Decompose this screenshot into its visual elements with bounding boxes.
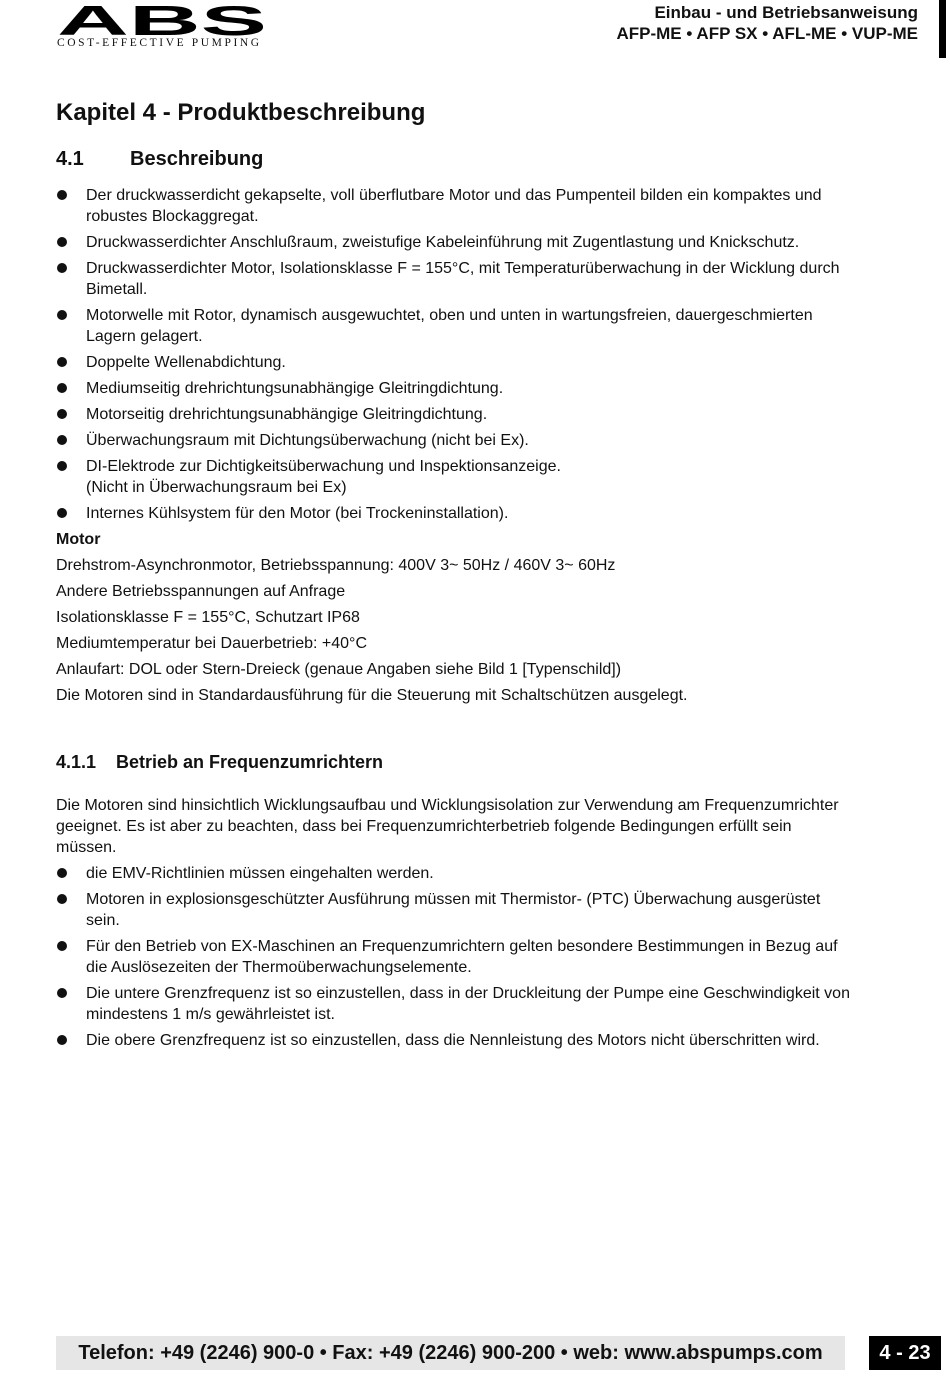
logo-tagline: COST-EFFECTIVE PUMPING <box>57 37 262 49</box>
footer-contact-bar <box>56 1336 845 1370</box>
description-content <box>56 185 856 711</box>
list-item: Die untere Grenzfrequenz ist so einzustellen, dass in der Druckleitung der Pumpe eine Geschwindigkeit von mindestens 1 m/s gewährleistet ist. <box>56 983 856 1025</box>
section-title: Beschreibung <box>130 148 264 170</box>
model-list: AFP-ME • AFP SX • AFL-ME • VUP-ME <box>616 24 918 43</box>
list-item: Der druckwasserdicht gekapselte, voll überflutbare Motor und das Pumpenteil bilden ein kompaktes und robustes Blockaggregat. <box>56 185 856 227</box>
list-item: Überwachungsraum mit Dichtungsüberwachung (nicht bei Ex). <box>56 430 856 451</box>
list-item: Für den Betrieb von EX-Maschinen an Frequenzumrichtern gelten besondere Bestimmungen in Bezug auf die Auslösezeiten der Thermoüberwachungselemente. <box>56 936 856 978</box>
list-item: Doppelte Wellenabdichtung. <box>56 352 856 373</box>
list-item: Mediumseitig drehrichtungsunabhängige Gleitringdichtung. <box>56 378 856 399</box>
motor-spec-line: Mediumtemperatur bei Dauerbetrieb: +40°C <box>56 635 367 652</box>
chapter-title: Kapitel 4 - Produktbeschreibung <box>56 99 426 126</box>
subsection-heading <box>56 750 383 774</box>
list-item: Druckwasserdichter Anschlußraum, zweistufige Kabeleinführung mit Zugentlastung und Knickschutz. <box>56 232 856 253</box>
motor-spec-line: Drehstrom-Asynchronmotor, Betriebsspannung: 400V 3~ 50Hz / 460V 3~ 60Hz <box>56 557 616 574</box>
header-side-bar <box>939 0 946 58</box>
subsection-intro: Die Motoren sind hinsichtlich Wicklungsaufbau und Wicklungsisolation zur Verwendung am Frequenzumrichter geeignet. Es ist aber zu beachten, dass bei Frequenzumrichterbetrieb folgende Bedingungen erfüllt sein müssen. <box>56 797 839 856</box>
page-number: 4 - 23 <box>869 1336 941 1370</box>
description-list <box>56 185 856 524</box>
motor-spec-line: Andere Betriebsspannungen auf Anfrage <box>56 583 346 600</box>
list-item: Die obere Grenzfrequenz ist so einzustellen, dass die Nennleistung des Motors nicht überschritten wird. <box>56 1030 856 1051</box>
list-item: Motorwelle mit Rotor, dynamisch ausgewuchtet, oben und unten in wartungsfreien, dauergeschmierten Lagern gelagert. <box>56 305 856 347</box>
footer-contact: Telefon: +49 (2246) 900-0 • Fax: +49 (2246) 900-200 • web: www.abspumps.com <box>78 1342 823 1364</box>
list-item: Internes Kühlsystem für den Motor (bei Trockeninstallation). <box>56 503 856 524</box>
motor-spec-line: Isolationsklasse F = 155°C, Schutzart IP68 <box>56 609 360 626</box>
svg-text:ABS: ABS <box>57 2 267 44</box>
motor-spec-line: Die Motoren sind in Standardausführung für die Steuerung mit Schaltschützen ausgelegt. <box>56 687 688 704</box>
motor-heading: Motor <box>56 531 101 548</box>
condition-list <box>56 863 856 1051</box>
list-item: Motorseitig drehrichtungsunabhängige Gleitringdichtung. <box>56 404 856 425</box>
subsection-title: Betrieb an Frequenzumrichtern <box>116 752 384 772</box>
section-number: 4.1 <box>56 148 84 170</box>
document-header <box>616 3 918 44</box>
frequency-converter-content <box>56 795 856 1056</box>
list-item: die EMV-Richtlinien müssen eingehalten werden. <box>56 863 856 884</box>
list-item: Druckwasserdichter Motor, Isolationsklasse F = 155°C, mit Temperaturüberwachung in der Wicklung durch Bimetall. <box>56 258 856 300</box>
document-title: Einbau - und Betriebsanweisung <box>654 3 918 22</box>
subsection-number: 4.1.1 <box>56 752 97 772</box>
list-item: DI-Elektrode zur Dichtigkeitsüberwachung und Inspektionsanzeige. (Nicht in Überwachungsraum bei Ex) <box>56 456 856 498</box>
section-heading <box>56 146 263 172</box>
list-item: Motoren in explosionsgeschützter Ausführung müssen mit Thermistor- (PTC) Überwachung ausgerüstet sein. <box>56 889 856 931</box>
motor-spec-line: Anlaufart: DOL oder Stern-Dreieck (genaue Angaben siehe Bild 1 [Typenschild]) <box>56 661 622 678</box>
